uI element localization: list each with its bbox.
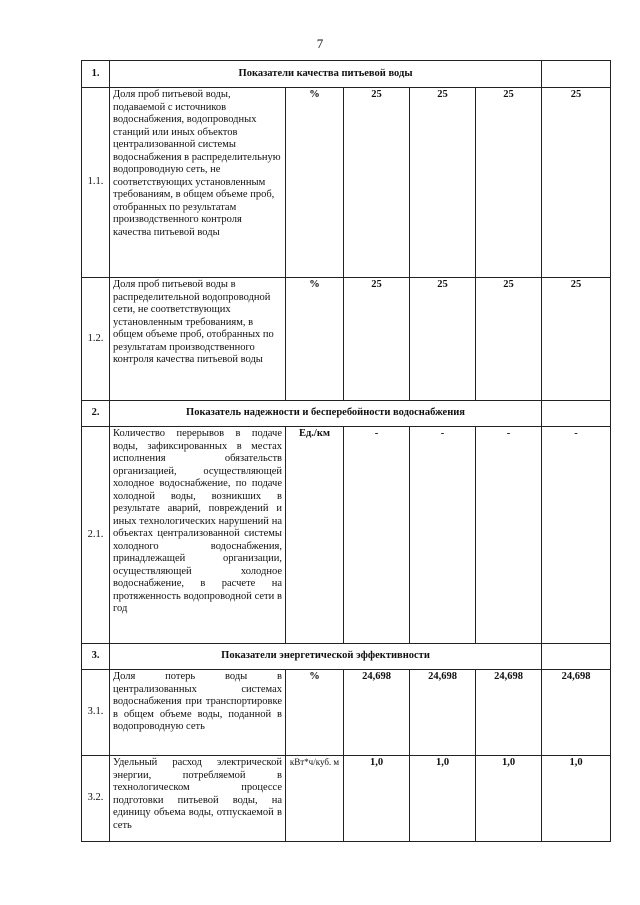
table-row [82, 670, 611, 756]
row-value: 25 [410, 278, 476, 401]
table-row [82, 756, 611, 842]
empty-cell [542, 61, 611, 88]
section-number: 2. [82, 401, 110, 427]
row-value: 1,0 [542, 756, 611, 842]
row-value: 25 [410, 88, 476, 278]
section-number: 3. [82, 644, 110, 670]
row-unit: % [286, 670, 344, 756]
row-value: 25 [476, 278, 542, 401]
section-header-row [82, 644, 611, 670]
row-value: 24,698 [344, 670, 410, 756]
row-description: Количество перерывов в подаче воды, зафиксированных в местах исполнения обязательств организацией, осуществляющей холодное водоснабжение, по подаче холодной воды, возникших в результате аварий, повреждений и иных технологических нарушений на объектах централизованной системы холодного водоснабжения, принадлежащей организации, осуществляющей холодное водоснабжение, в расчете на протяженность водопроводной сети в год [110, 427, 286, 644]
row-number: 1.2. [82, 278, 110, 401]
row-value: 25 [542, 278, 611, 401]
row-description: Доля проб питьевой воды в распределительной водопроводной сети, не соответствующих установленным требованиям, в общем объеме проб, отобранных по результатам производственного контроля качества питьевой воды [110, 278, 286, 401]
row-value: 1,0 [476, 756, 542, 842]
row-value: 24,698 [476, 670, 542, 756]
section-header-row [82, 401, 611, 427]
row-value: 1,0 [344, 756, 410, 842]
table-row [82, 278, 611, 401]
row-value: 25 [344, 88, 410, 278]
row-value: - [410, 427, 476, 644]
section-header-row [82, 61, 611, 88]
row-value: - [542, 427, 611, 644]
row-description: Удельный расход электрической энергии, потребляемой в технологическом процессе подготовки питьевой воды, на единицу объема воды, отпускаемой в сеть [110, 756, 286, 842]
table-row [82, 427, 611, 644]
row-unit: % [286, 88, 344, 278]
row-value: - [476, 427, 542, 644]
row-unit: % [286, 278, 344, 401]
row-number: 3.2. [82, 756, 110, 842]
row-value: - [344, 427, 410, 644]
row-value: 24,698 [542, 670, 611, 756]
row-unit: Ед./км [286, 427, 344, 644]
section-title: Показатель надежности и бесперебойности водоснабжения [110, 401, 542, 427]
table-row [82, 88, 611, 278]
row-unit: кВт*ч/куб. м [286, 756, 344, 842]
row-value: 25 [542, 88, 611, 278]
section-title: Показатели энергетической эффективности [110, 644, 542, 670]
empty-cell [542, 401, 611, 427]
row-value: 25 [476, 88, 542, 278]
section-number: 1. [82, 61, 110, 88]
row-description: Доля проб питьевой воды, подаваемой с источников водоснабжения, водопроводных станций или иных объектов централизованной системы водоснабжения в распределительную водопроводную сеть, не соответствующих установленным требованиям, в общем объеме проб, отобранных по результатам производственного контроля качества питьевой воды [110, 88, 286, 278]
empty-cell [542, 644, 611, 670]
row-value: 1,0 [410, 756, 476, 842]
row-value: 24,698 [410, 670, 476, 756]
section-title: Показатели качества питьевой воды [110, 61, 542, 88]
indicators-table [81, 60, 611, 842]
row-number: 2.1. [82, 427, 110, 644]
row-number: 1.1. [82, 88, 110, 278]
row-description: Доля потерь воды в централизованных системах водоснабжения при транспортировке в общем объеме воды, поданной в водопроводную сеть [110, 670, 286, 756]
row-number: 3.1. [82, 670, 110, 756]
row-value: 25 [344, 278, 410, 401]
page-number: 7 [316, 36, 324, 51]
